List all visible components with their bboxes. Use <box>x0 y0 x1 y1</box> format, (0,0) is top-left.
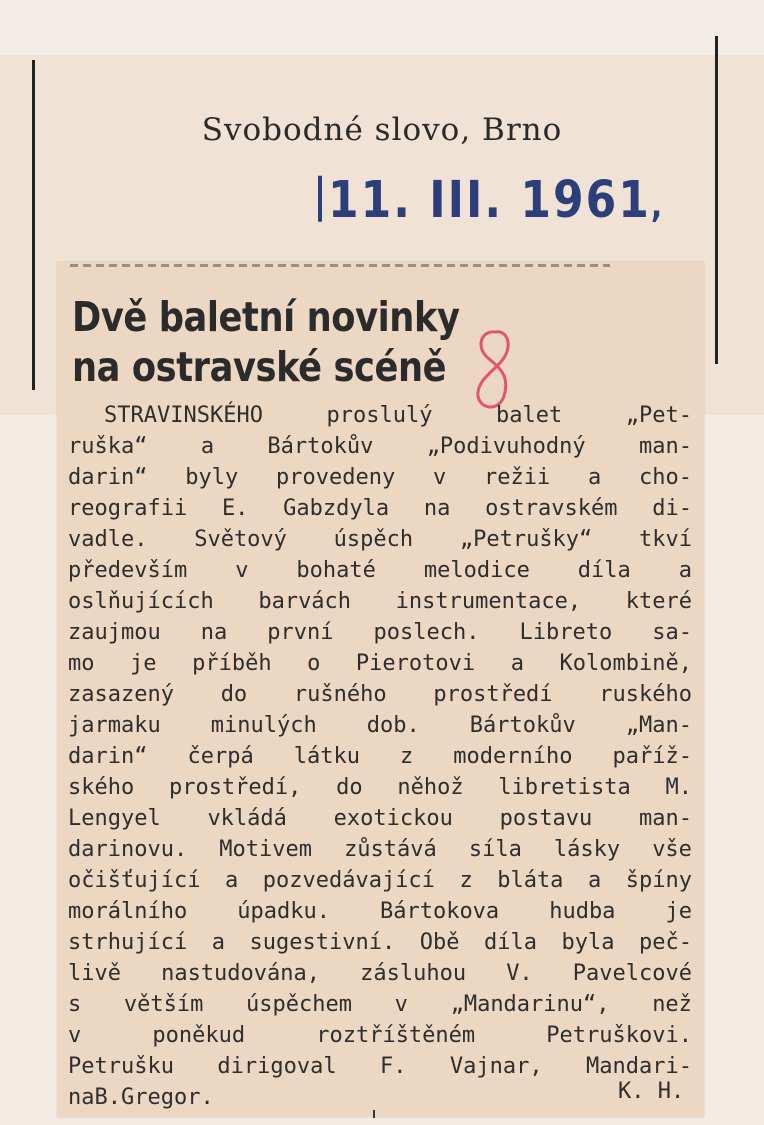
headline-line-2: na ostravské scéně <box>72 343 447 391</box>
body-line <box>68 865 692 896</box>
word: ruského <box>599 682 692 707</box>
word: vkládá <box>207 806 287 831</box>
word: postavu <box>499 806 593 831</box>
word: úspěchem <box>246 992 353 1017</box>
paper-background <box>0 0 764 60</box>
word: v <box>68 1023 82 1048</box>
word: a <box>224 868 239 893</box>
word: s <box>68 992 82 1017</box>
body-line <box>68 400 692 431</box>
cut-previous-article-line <box>70 258 610 268</box>
date-stamp <box>318 171 664 230</box>
word: úpadku. <box>237 899 330 924</box>
word: je <box>665 899 692 924</box>
word: příběh <box>192 651 272 676</box>
word: exotickou <box>333 806 453 831</box>
word: byly <box>185 465 239 490</box>
word: barvách <box>258 589 352 614</box>
word: pozvedávající <box>262 868 435 893</box>
word: strhující <box>68 930 188 955</box>
word: paříž- <box>612 744 692 769</box>
word: di- <box>652 496 692 521</box>
body-line <box>68 1082 692 1113</box>
word: moderního <box>453 744 573 769</box>
stamp-comma: , <box>650 186 665 227</box>
word: Kolombině, <box>559 651 692 676</box>
word: Gregor. <box>121 1085 214 1110</box>
word: čerpá <box>187 744 254 769</box>
word: V. <box>506 961 533 986</box>
word: Gabzdyla <box>283 496 390 521</box>
word: než <box>652 992 692 1017</box>
word: zasazený <box>68 682 174 707</box>
word: a <box>588 465 602 490</box>
word: Bártokova <box>379 899 500 924</box>
body-line <box>68 741 692 772</box>
word: větším <box>123 992 204 1017</box>
word: minulých <box>210 713 317 738</box>
word: „Petrušky“ <box>459 527 593 552</box>
word: Mandari- <box>586 1054 692 1079</box>
body-line <box>68 555 692 586</box>
author-initials: K. H. <box>618 1079 685 1104</box>
word: Petrušku <box>68 1054 174 1079</box>
word: F. <box>380 1054 407 1079</box>
word: zůstává <box>344 837 437 862</box>
word: oslňujících <box>68 589 214 614</box>
body-line <box>68 834 692 865</box>
word: očišťující <box>68 868 201 893</box>
word: Obě <box>419 930 460 955</box>
word: rušného <box>293 682 387 707</box>
word: sa- <box>652 620 692 645</box>
word: na <box>68 1085 95 1110</box>
word: režii <box>484 465 551 490</box>
word: Bártokův <box>267 434 374 459</box>
word: především <box>68 558 188 583</box>
body-line <box>68 1020 692 1051</box>
word: peč- <box>638 930 692 955</box>
word: „Podivuhodný <box>426 434 586 459</box>
word: něhož <box>397 775 464 800</box>
word: na <box>423 496 451 521</box>
body-line <box>68 648 692 679</box>
word: cho- <box>639 465 692 490</box>
word: prostředí, <box>168 775 302 800</box>
word: libretista <box>498 775 631 800</box>
word: které <box>625 589 692 614</box>
word: do <box>220 682 248 707</box>
word: Petruškovi. <box>546 1023 692 1048</box>
word: proslulý <box>326 403 433 428</box>
word: „Mandarinu“, <box>450 992 610 1017</box>
word: v <box>235 558 249 583</box>
word: Bártokův <box>469 713 576 738</box>
word: poslech. <box>373 620 480 645</box>
word: nastudována, <box>161 961 321 986</box>
word: darin“ <box>68 465 148 490</box>
word: o <box>307 651 321 676</box>
word: v <box>432 465 447 490</box>
body-line <box>68 431 692 462</box>
word: roztříštěném <box>316 1023 476 1048</box>
word: dirigoval <box>217 1054 337 1079</box>
article-body <box>68 400 692 1113</box>
body-line <box>68 462 692 493</box>
word: Světový <box>194 527 287 552</box>
word: prostředí <box>433 682 553 707</box>
word: a <box>211 930 225 955</box>
word: dob. <box>366 713 420 738</box>
body-line <box>68 679 692 710</box>
word: Lengyel <box>68 806 161 831</box>
word: bohaté <box>296 558 376 583</box>
word: Pavelcové <box>572 961 692 986</box>
word: vadle. <box>68 527 148 552</box>
word: man- <box>639 806 692 831</box>
body-line <box>68 989 692 1020</box>
word: melodice <box>423 558 530 583</box>
word: a <box>678 558 692 583</box>
left-rule <box>32 60 35 390</box>
body-line <box>68 617 692 648</box>
word: ského <box>68 775 135 800</box>
word: první <box>267 620 334 645</box>
word: bláta <box>497 868 564 893</box>
word: byla <box>561 930 615 955</box>
body-line <box>68 1051 692 1082</box>
body-line <box>68 772 692 803</box>
word: E. <box>221 496 249 521</box>
word: M. <box>665 775 692 800</box>
word: ruška“ <box>68 434 148 459</box>
word: zásluhou <box>360 961 467 986</box>
word: látku <box>293 744 360 769</box>
headline-line-1: Dvě baletní novinky <box>72 293 460 341</box>
word: mo <box>68 651 95 676</box>
word: hudba <box>549 899 616 924</box>
word: „Pet- <box>625 403 692 428</box>
word: a <box>200 434 215 459</box>
word: livě <box>68 961 121 986</box>
word: zaujmou <box>68 620 161 645</box>
word: a <box>587 868 602 893</box>
word: Vajnar, <box>449 1054 543 1079</box>
body-line <box>68 927 692 958</box>
word: z <box>400 744 414 769</box>
word: Pierotovi <box>355 651 476 676</box>
word: man- <box>638 434 692 459</box>
date-stamp-text: 11. III. 1961 <box>328 171 651 230</box>
word: úspěch <box>333 527 414 552</box>
body-line <box>68 586 692 617</box>
word: Motivem <box>219 837 312 862</box>
word: morálního <box>68 899 188 924</box>
word: Libreto <box>519 620 613 645</box>
body-line <box>68 803 692 834</box>
word: darinovu. <box>68 837 188 862</box>
word: z <box>459 868 473 893</box>
article-headline <box>72 292 468 392</box>
word: do <box>336 775 363 800</box>
word: na <box>200 620 228 645</box>
right-rule <box>715 36 718 364</box>
word: ostravském <box>485 496 618 521</box>
word: sugestivní. <box>249 930 396 955</box>
stamp-bracket <box>318 176 322 222</box>
word: lásky <box>553 837 621 862</box>
word: reografii <box>68 496 188 521</box>
word: je <box>130 651 157 676</box>
cut-tick <box>373 1110 375 1118</box>
word: B. <box>94 1085 121 1110</box>
body-line <box>68 493 692 524</box>
word: provedeny <box>276 465 396 490</box>
word: a <box>510 651 524 676</box>
body-line <box>68 958 692 989</box>
word: tkví <box>639 527 692 552</box>
word: vše <box>652 837 692 862</box>
word: díla <box>577 558 631 583</box>
word: „Man- <box>625 713 692 738</box>
word: síla <box>468 837 522 862</box>
word: STRAVINSKÉHO <box>104 403 263 428</box>
word: poněkud <box>152 1023 246 1048</box>
word: špíny <box>625 868 692 893</box>
body-line <box>68 524 692 555</box>
body-line <box>68 710 692 741</box>
word: balet <box>495 403 563 428</box>
word: instrumentace, <box>395 589 582 614</box>
word: v <box>394 992 408 1017</box>
word: darin“ <box>68 744 148 769</box>
newspaper-source: Svobodné slovo, Brno <box>201 112 563 148</box>
word: jarmaku <box>68 713 161 738</box>
body-line <box>68 896 692 927</box>
word: díla <box>483 930 537 955</box>
